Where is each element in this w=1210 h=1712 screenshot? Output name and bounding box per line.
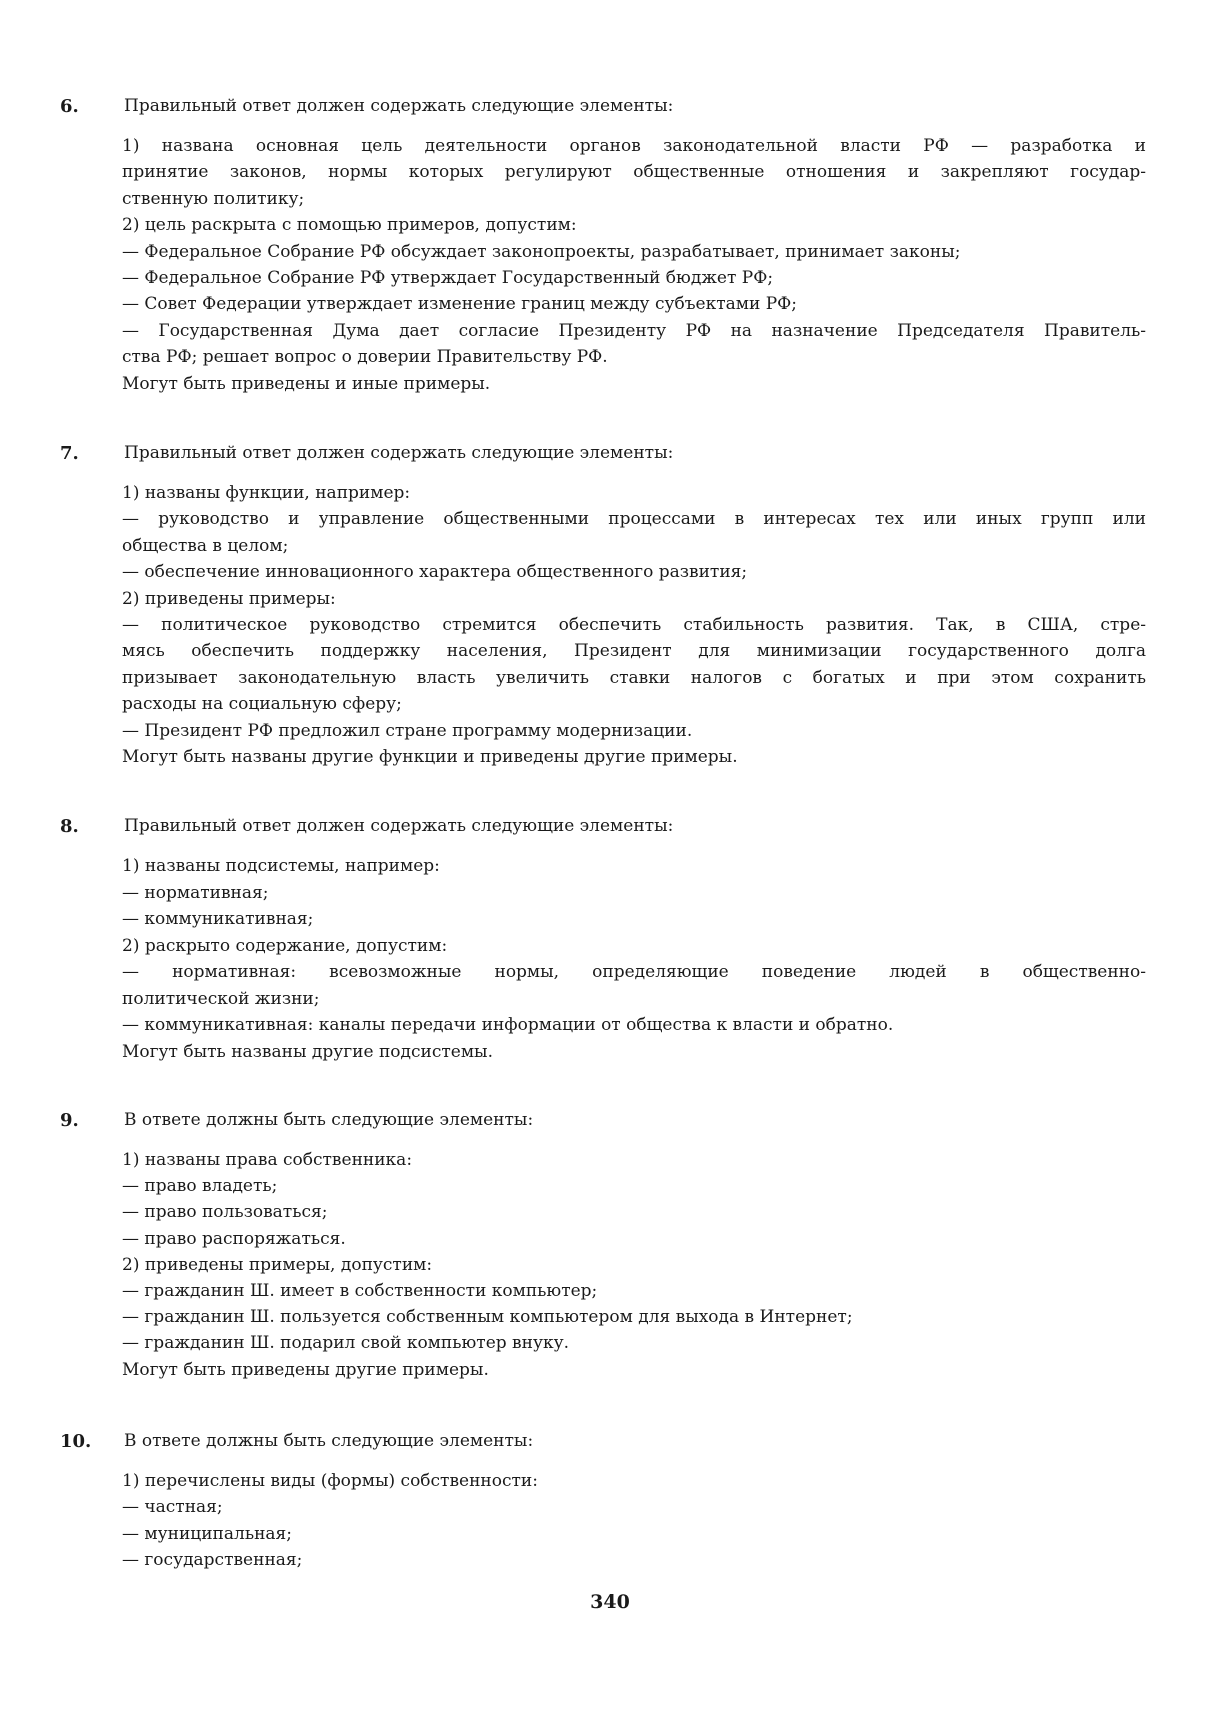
item-number: 7. [60,443,79,464]
text-line: — муниципальная; [122,1523,292,1544]
item-heading: В ответе должны быть следующие элементы: [124,1110,534,1130]
item-heading: Правильный ответ должен содержать следующие элементы: [124,96,674,116]
text-line: расходы на социальную сферу; [122,694,402,715]
text-line: принятие законов, нормы которых регулируют общественные отношения и закрепляют государ- [122,162,1146,183]
text-line: 2) раскрыто содержание, допустим: [122,935,448,956]
text-line: — Федеральное Собрание РФ обсуждает законопроекты, разрабатывает, принимает законы; [122,241,961,262]
text-line: — нормативная: всевозможные нормы, определяющие поведение людей в общественно- [122,962,1146,982]
item-number: 6. [60,96,79,117]
item-heading: Правильный ответ должен содержать следующие элементы: [124,816,674,836]
text-line: — обеспечение инновационного характера общественного развития; [122,562,748,583]
text-line: 1) названы подсистемы, например: [122,856,440,876]
text-line: — Федеральное Собрание РФ утверждает Государственный бюджет РФ; [122,267,774,288]
item-body [122,1147,1146,1383]
item-body [122,853,1146,1065]
text-line: — гражданин Ш. имеет в собственности компьютер; [122,1280,598,1301]
text-line: Могут быть названы другие функции и приведены другие примеры. [122,746,738,767]
text-line: — политическое руководство стремится обеспечить стабильность развития. Так, в США, стре- [122,614,1146,635]
text-line: — государственная; [122,1549,303,1570]
text-line: общества в целом; [122,535,289,556]
text-line: — частная; [122,1497,223,1518]
text-line: Могут быть приведены другие примеры. [122,1359,489,1380]
item-body [122,1468,1146,1573]
text-line: политической жизни; [122,988,320,1009]
text-line: 2) цель раскрыта с помощью примеров, допустим: [122,215,577,236]
text-line: — руководство и управление общественными процессами в интересах тех или иных групп или [122,509,1146,530]
item-heading: Правильный ответ должен содержать следующие элементы: [124,443,674,463]
text-line: — Совет Федерации утверждает изменение границ между субъектами РФ; [122,294,797,315]
page-number: 340 [590,1591,630,1613]
item-number: 10. [60,1431,92,1452]
text-line: ства РФ; решает вопрос о доверии Правительству РФ. [122,347,608,368]
text-line: ственную политику; [122,188,305,209]
text-line: 1) названы права собственника: [122,1150,413,1170]
text-line: мясь обеспечить поддержку населения, Президент для минимизации государственного долга [122,641,1146,662]
text-line: — гражданин Ш. пользуется собственным компьютером для выхода в Интернет; [122,1307,853,1328]
text-line: — Президент РФ предложил стране программу модернизации. [122,720,693,741]
text-line: призывает законодательную власть увеличить ставки налогов с богатых и при этом сохранить [122,667,1146,688]
text-line: — право пользоваться; [122,1202,328,1223]
text-line: 2) приведены примеры, допустим: [122,1254,433,1275]
item-body [122,133,1146,397]
text-line: — право владеть; [122,1176,278,1197]
item-body [122,480,1146,770]
text-line: — нормативная; [122,882,269,903]
text-line: — коммуникативная: каналы передачи информации от общества к власти и обратно. [122,1015,894,1035]
text-line: 1) названы функции, например: [122,483,411,503]
item-heading: В ответе должны быть следующие элементы: [124,1431,534,1451]
text-line: Могут быть названы другие подсистемы. [122,1041,493,1062]
text-line: — право распоряжаться. [122,1228,346,1249]
item-number: 8. [60,816,79,837]
text-line: 1) названа основная цель деятельности органов законодательной власти РФ — разработка и [122,136,1146,156]
text-line: 1) перечислены виды (формы) собственности: [122,1471,538,1491]
text-line: — гражданин Ш. подарил свой компьютер внуку. [122,1333,569,1354]
text-line: — Государственная Дума дает согласие Президенту РФ на назначение Председателя Правитель- [122,320,1146,341]
text-line: Могут быть приведены и иные примеры. [122,373,491,394]
text-line: 2) приведены примеры: [122,588,336,609]
text-line: — коммуникативная; [122,909,314,929]
item-number: 9. [60,1110,79,1131]
